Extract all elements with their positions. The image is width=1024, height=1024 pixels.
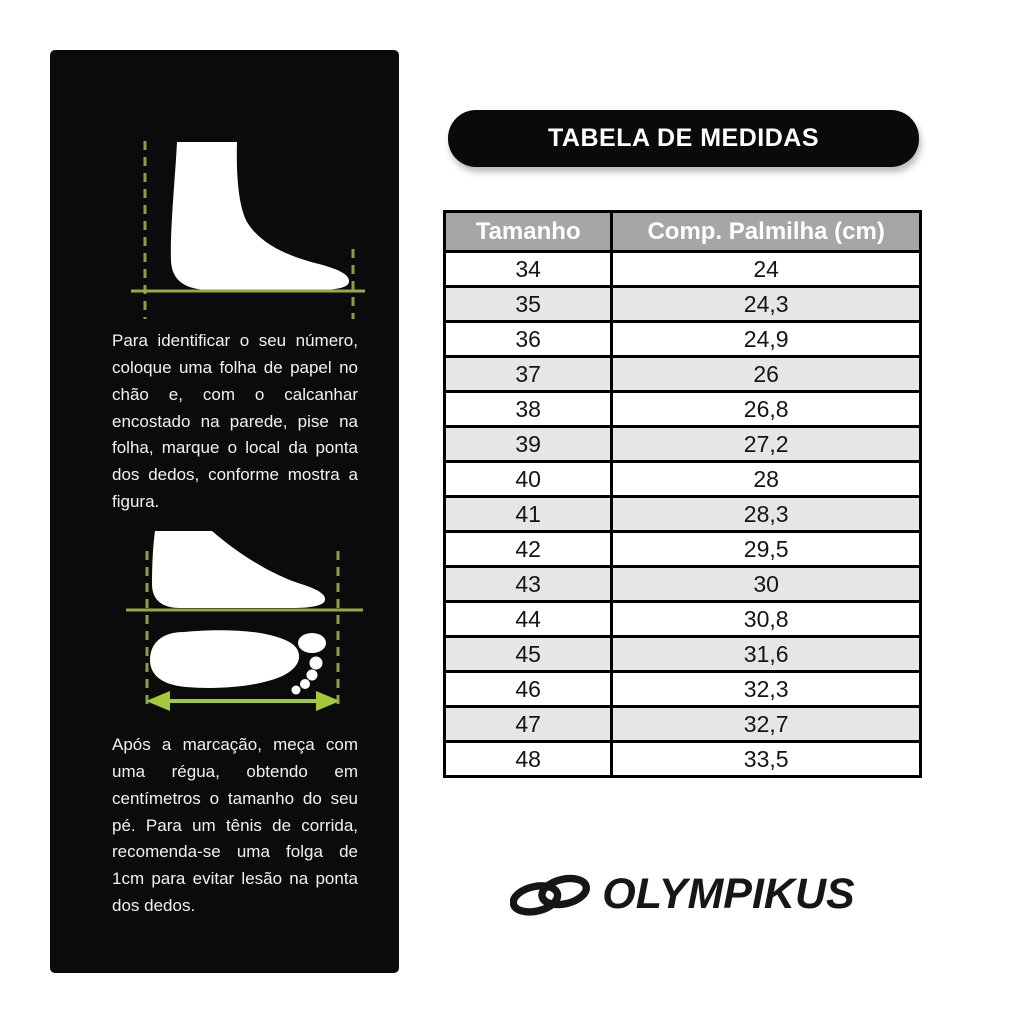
size-column-header: Tamanho — [445, 212, 612, 252]
insole-length-column-header: Comp. Palmilha (cm) — [612, 212, 921, 252]
size-cell: 44 — [445, 602, 612, 637]
insole-length-cell: 27,2 — [612, 427, 921, 462]
foot-measure-illustration — [122, 515, 367, 720]
foot-silhouette — [152, 531, 325, 608]
page-title: TABELA DE MEDIDAS — [548, 124, 819, 152]
table-row — [445, 252, 921, 287]
instruction-paragraph-1: Para identificar o seu número, coloque uma folha de papel no chão e, com o calcanhar encostado na parede, pise na folha, marque o local da ponta dos dedos, conforme mostra a figura. — [112, 331, 358, 512]
insole-length-cell: 32,7 — [612, 707, 921, 742]
size-cell: 34 — [445, 252, 612, 287]
size-cell: 47 — [445, 707, 612, 742]
insole-length-cell: 30 — [612, 567, 921, 602]
table-row — [445, 392, 921, 427]
olympikus-rings-icon — [510, 869, 592, 919]
brand-name: OLYMPIKUS — [602, 869, 855, 918]
table-row — [445, 567, 921, 602]
table-row — [445, 602, 921, 637]
length-arrow — [146, 691, 340, 711]
footprint-silhouette — [150, 630, 326, 694]
size-cell: 39 — [445, 427, 612, 462]
table-row — [445, 497, 921, 532]
table-row — [445, 707, 921, 742]
size-cell: 37 — [445, 357, 612, 392]
size-cell: 40 — [445, 462, 612, 497]
table-row — [445, 672, 921, 707]
table-row — [445, 322, 921, 357]
instruction-paragraph-2: Após a marcação, meça com uma régua, obtendo em centímetros o tamanho do seu pé. Para um tênis de corrida, recomenda-se uma folga de 1cm para evitar lesão na ponta dos dedos. — [112, 735, 358, 916]
insole-length-cell: 24,3 — [612, 287, 921, 322]
size-cell: 45 — [445, 637, 612, 672]
insole-length-cell: 32,3 — [612, 672, 921, 707]
insole-length-cell: 28,3 — [612, 497, 921, 532]
insole-length-cell: 28 — [612, 462, 921, 497]
insole-length-cell: 26,8 — [612, 392, 921, 427]
insole-length-cell: 24 — [612, 252, 921, 287]
size-cell: 43 — [445, 567, 612, 602]
size-cell: 48 — [445, 742, 612, 777]
table-row — [445, 357, 921, 392]
insole-length-cell: 26 — [612, 357, 921, 392]
instructions-panel — [50, 50, 399, 973]
size-cell: 35 — [445, 287, 612, 322]
size-cell: 41 — [445, 497, 612, 532]
title-banner — [448, 110, 919, 167]
table-row — [445, 427, 921, 462]
size-cell: 46 — [445, 672, 612, 707]
insole-length-cell: 30,8 — [612, 602, 921, 637]
foot-side-illustration — [125, 133, 370, 328]
size-table-body — [445, 252, 921, 777]
foot-silhouette — [171, 142, 349, 290]
table-row — [445, 532, 921, 567]
size-cell: 36 — [445, 322, 612, 357]
size-table — [443, 210, 922, 778]
table-row — [445, 462, 921, 497]
insole-length-cell: 31,6 — [612, 637, 921, 672]
table-row — [445, 287, 921, 322]
brand-logo — [443, 860, 922, 928]
size-cell: 38 — [445, 392, 612, 427]
insole-length-cell: 29,5 — [612, 532, 921, 567]
insole-length-cell: 24,9 — [612, 322, 921, 357]
table-header-row — [445, 212, 921, 252]
table-row — [445, 742, 921, 777]
size-cell: 42 — [445, 532, 612, 567]
insole-length-cell: 33,5 — [612, 742, 921, 777]
table-row — [445, 637, 921, 672]
